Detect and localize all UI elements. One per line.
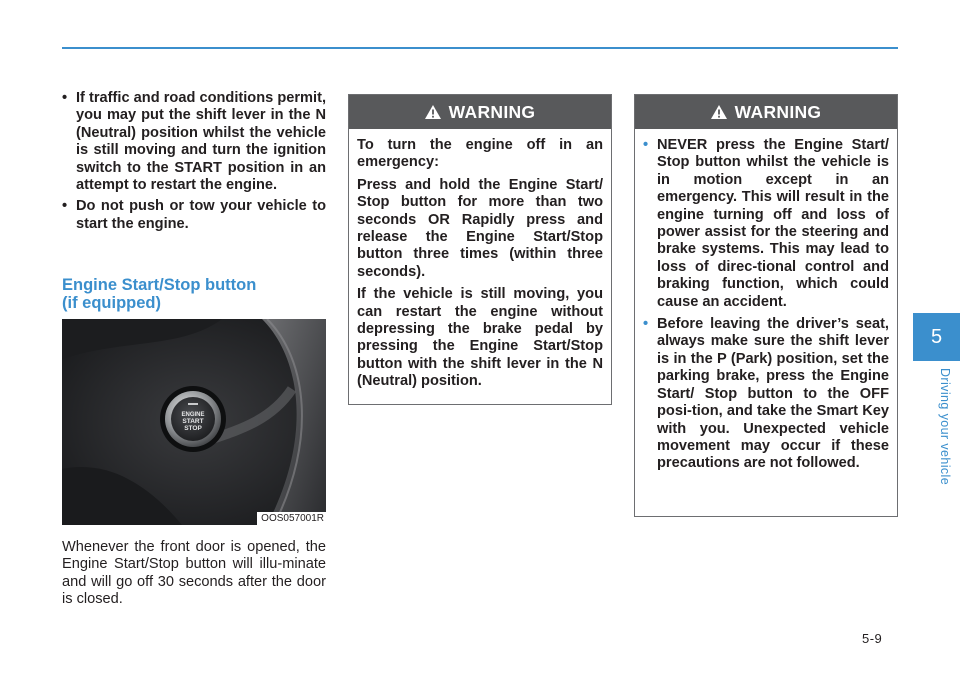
chapter-label-text: Driving your vehicle <box>938 368 952 486</box>
warning-header <box>635 95 897 129</box>
list-item <box>62 198 326 233</box>
warning-body <box>349 129 611 391</box>
bullet-dot-icon: • <box>643 137 649 153</box>
chapter-number: 5 <box>930 325 943 348</box>
button-label-stop: STOP <box>184 425 202 432</box>
list-item <box>643 316 889 473</box>
warning-bullet-text: Before leaving the driver’s seat, always make sure the shift lever is in the P (Park) position, set the parking brake, press the Engine Start/ Stop button to the OFF posi-tion, and take the Smart Key with you. Unexpected vehicle movement may occur if these precautions are not followed. <box>657 316 889 472</box>
body-text: Whenever the front door is opened, the Engine Start/Stop button will illu-minate and will go off 30 seconds after the door is closed. <box>62 539 326 608</box>
bullet-dot-icon: • <box>643 316 649 333</box>
photo-illustration <box>62 319 326 525</box>
button-label-start: START <box>182 418 204 425</box>
warning-triangle-icon <box>425 105 441 119</box>
warning-box-never-press <box>634 94 898 517</box>
warning-paragraph: To turn the engine off in an emergency: <box>357 137 603 171</box>
warning-bullet-text: NEVER press the Engine Start/ Stop button whilst the vehicle is in motion except in an emergency. This will result in the engine turning off and loss of power assist for the steering and brake systems. This may lead to loss of direc-tional control and braking function, which could cause an accident. <box>657 137 889 310</box>
section-title-line1: Engine Start/Stop button <box>62 276 257 294</box>
chapter-label <box>912 366 960 501</box>
list-item <box>643 137 889 311</box>
warning-header <box>349 95 611 129</box>
warning-paragraph: Press and hold the Engine Start/ Stop button for more than two seconds OR Rapidly press and release the Engine Start/Stop button three times (within three seconds). <box>357 176 603 280</box>
button-label-engine: ENGINE <box>181 412 205 418</box>
chapter-label-svg <box>912 366 960 501</box>
bullet-list <box>62 90 326 233</box>
page-number: 5-9 <box>862 631 883 646</box>
bullet-text: If traffic and road conditions permit, you may put the shift lever in the N (Neutral) position whilst the vehicle is still moving and turn the ignition switch to the START position in an attempt to restart the engine. <box>76 90 326 194</box>
warning-title: WARNING <box>734 101 822 122</box>
warning-bullet-list <box>643 137 889 473</box>
warning-paragraph: If the vehicle is still moving, you can restart the engine without depressing the brake pedal by pressing the Engine Start/Stop button with the shift lever in the N (Neutral) position. <box>357 286 603 390</box>
engine-start-button-photo <box>62 319 326 525</box>
bullet-dot-icon: • <box>62 198 68 215</box>
list-item <box>62 90 326 194</box>
section-title <box>62 276 326 312</box>
warning-title: WARNING <box>448 101 536 122</box>
warning-box-emergency <box>348 94 612 405</box>
chapter-number-tab <box>913 313 960 361</box>
warning-triangle-icon <box>711 105 727 119</box>
warning-body <box>635 129 897 473</box>
section-title-line2: (if equipped) <box>62 294 161 312</box>
left-column <box>62 90 326 237</box>
bullet-dot-icon: • <box>62 90 68 106</box>
bullet-text: Do not push or tow your vehicle to start the engine. <box>76 198 326 232</box>
top-rule <box>62 47 898 49</box>
photo-code: OOS057001R <box>257 512 326 525</box>
